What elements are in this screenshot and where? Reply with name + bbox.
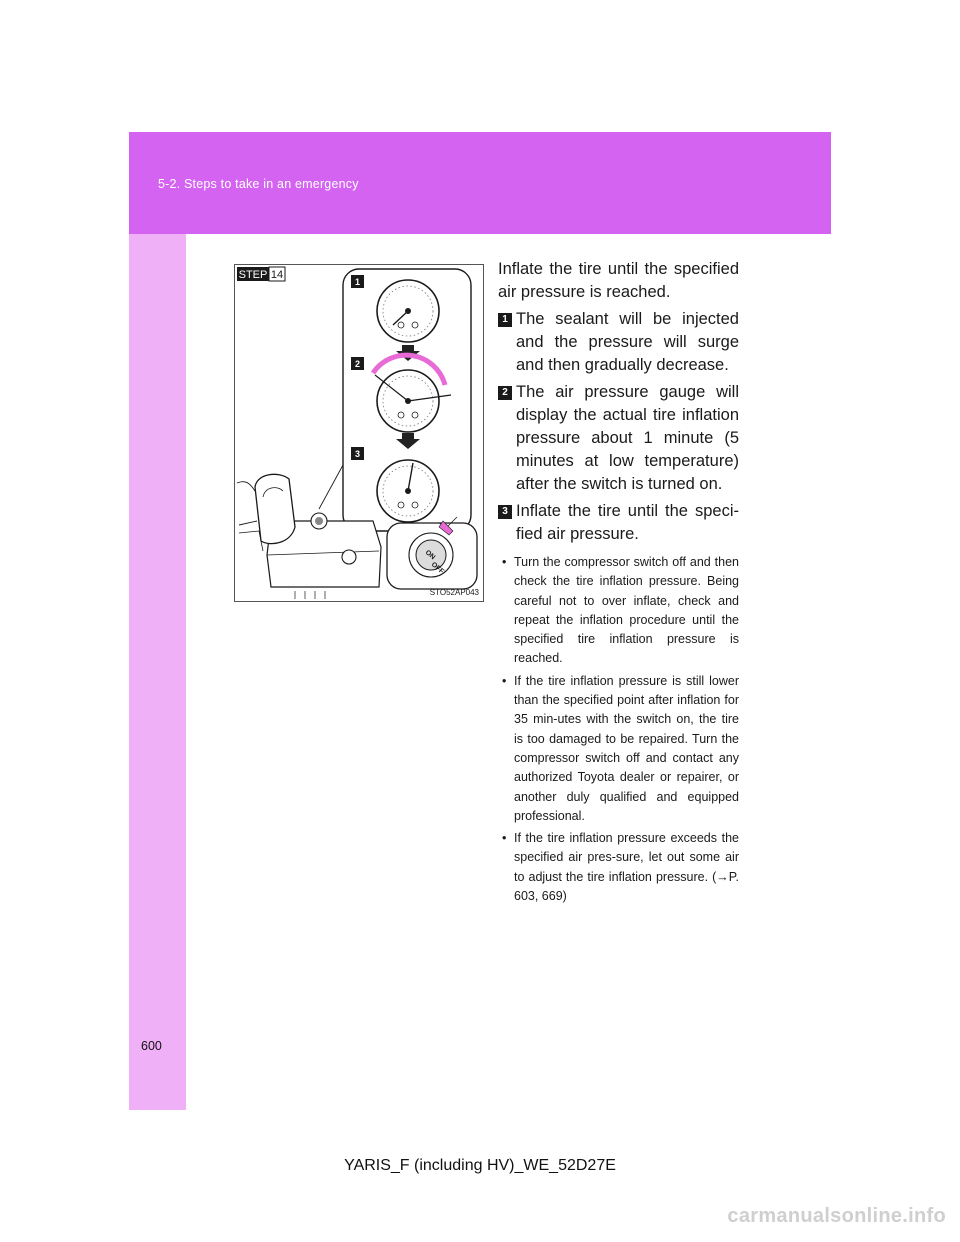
instruction-text <box>498 258 739 909</box>
step-item <box>498 500 739 546</box>
callout-3: 3 <box>354 449 361 459</box>
callout-1: 1 <box>354 277 361 287</box>
step-illustration <box>234 264 484 602</box>
connector-line <box>319 465 343 509</box>
intro-paragraph: Inflate the tire until the specified air pressure is reached. <box>498 260 739 301</box>
step-number-badge: 2 <box>498 386 512 400</box>
step-number-badge: 1 <box>498 313 512 327</box>
compressor-gauge-diagram <box>235 265 483 601</box>
callout-2: 2 <box>354 359 361 369</box>
note-item: • If the tire inflation pressure is still lower than the specified point after inflation for 35 min-utes with the switch on, the tire is too damaged to be repaired. Turn the compressor switch off and contact any authorized Toyota dealer or repairer, or another duly qualified and equipped professional. <box>498 672 739 826</box>
step-item <box>498 308 739 377</box>
switch-inset <box>387 517 477 589</box>
switch-on-label: ON <box>423 549 437 562</box>
note-item: • Turn the compressor switch off and then check the tire inflation pressure. Being careful not to over inflate, check and repeat the inflation procedure until the specified tire inflation pressure is reached. <box>498 553 739 669</box>
footer-code: YARIS_F (including HV)_WE_52D27E <box>344 1157 616 1174</box>
step-number: 14 <box>270 269 284 281</box>
switch-off-label: OFF <box>429 561 445 576</box>
pressure-gauge-1 <box>377 280 439 342</box>
step-text: The air pressure gauge will display the actual tire inflation pressure about 1 minute (5 minutes at low temperature) after the switch is turned on. <box>516 383 739 493</box>
page-number: 600 <box>141 1039 162 1053</box>
step-label: STEP <box>238 269 268 281</box>
step-text: The sealant will be injected and the pressure will surge and then gradually decrease. <box>516 310 739 374</box>
step-text: Inflate the tire until the speci-fied air pressure. <box>516 502 739 543</box>
figure-code: STO52AP043 <box>429 588 479 597</box>
side-strip <box>129 234 186 1110</box>
pressure-gauge-3 <box>377 460 439 522</box>
section-title: 5-2. Steps to take in an emergency <box>158 177 359 191</box>
step-number-badge: 3 <box>498 505 512 519</box>
note-item: • If the tire inflation pressure exceeds the specified air pres-sure, let out some air to adjust the tire inflation pressure. (→P. 603, 669) <box>498 829 739 906</box>
notes-list <box>498 553 739 906</box>
watermark: carmanualsonline.info <box>727 1205 946 1227</box>
step-item <box>498 381 739 496</box>
